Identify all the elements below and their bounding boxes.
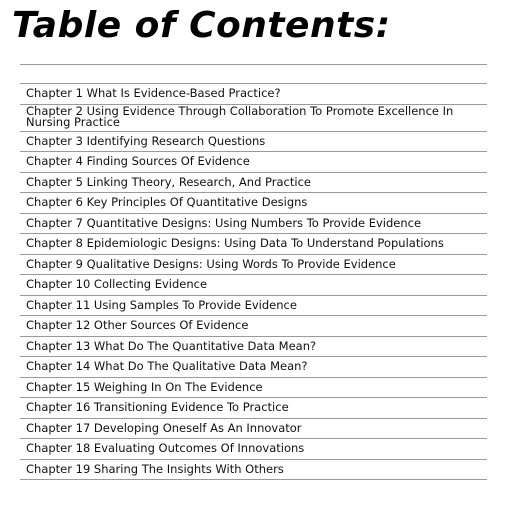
toc-row bbox=[20, 316, 487, 337]
toc-entry-chapter-5: Chapter 5 Linking Theory, Research, And Practice bbox=[26, 174, 311, 189]
toc-row bbox=[20, 398, 487, 419]
toc-row bbox=[20, 193, 487, 214]
toc-row bbox=[20, 296, 487, 317]
toc-entry-chapter-16: Chapter 16 Transitioning Evidence To Practice bbox=[26, 400, 289, 414]
toc-entry-chapter-19: Chapter 19 Sharing The Insights With Others bbox=[26, 461, 284, 476]
toc-row bbox=[20, 152, 487, 173]
toc-entry-chapter-1: Chapter 1 What Is Evidence-Based Practice? bbox=[26, 86, 281, 100]
toc-row bbox=[20, 173, 487, 194]
table-of-contents bbox=[20, 83, 487, 480]
toc-row bbox=[20, 378, 487, 399]
toc-entry-chapter-18: Chapter 18 Evaluating Outcomes Of Innovations bbox=[26, 441, 305, 455]
toc-row bbox=[20, 84, 487, 105]
toc-row bbox=[20, 275, 487, 296]
toc-row bbox=[20, 105, 487, 132]
toc-entry-chapter-14: Chapter 14 What Do The Qualitative Data Mean? bbox=[26, 359, 308, 373]
toc-entry-chapter-11: Chapter 11 Using Samples To Provide Evidence bbox=[26, 297, 297, 312]
header-divider bbox=[20, 64, 487, 65]
toc-row bbox=[20, 132, 487, 153]
toc-entry-chapter-17: Chapter 17 Developing Oneself As An Innovator bbox=[26, 420, 302, 435]
toc-row bbox=[20, 460, 487, 481]
toc-row bbox=[20, 255, 487, 276]
toc-row bbox=[20, 357, 487, 378]
toc-entry-chapter-8: Chapter 8 Epidemiologic Designs: Using Data To Understand Populations bbox=[26, 236, 444, 250]
toc-entry-chapter-7: Chapter 7 Quantitative Designs: Using Numbers To Provide Evidence bbox=[26, 215, 422, 230]
toc-entry-chapter-4: Chapter 4 Finding Sources Of Evidence bbox=[26, 154, 250, 168]
page-title: Table of Contents: bbox=[12, 5, 391, 46]
toc-entry-chapter-9: Chapter 9 Qualitative Designs: Using Words To Provide Evidence bbox=[26, 256, 396, 271]
toc-entry-chapter-12: Chapter 12 Other Sources Of Evidence bbox=[26, 318, 249, 332]
toc-entry-chapter-13: Chapter 13 What Do The Quantitative Data Mean? bbox=[26, 338, 317, 353]
toc-entry-chapter-3: Chapter 3 Identifying Research Questions bbox=[26, 133, 266, 148]
toc-entry-chapter-6: Chapter 6 Key Principles Of Quantitative Designs bbox=[26, 195, 308, 209]
toc-row bbox=[20, 234, 487, 255]
toc-row bbox=[20, 214, 487, 235]
toc-row bbox=[20, 439, 487, 460]
toc-row bbox=[20, 419, 487, 440]
toc-entry-chapter-10: Chapter 10 Collecting Evidence bbox=[26, 277, 208, 291]
toc-entry-chapter-15: Chapter 15 Weighing In On The Evidence bbox=[26, 379, 263, 394]
toc-row bbox=[20, 337, 487, 358]
toc-entry-chapter-2: Chapter 2 Using Evidence Through Collaboration To Promote Excellence In Nursing Practice bbox=[26, 104, 454, 129]
